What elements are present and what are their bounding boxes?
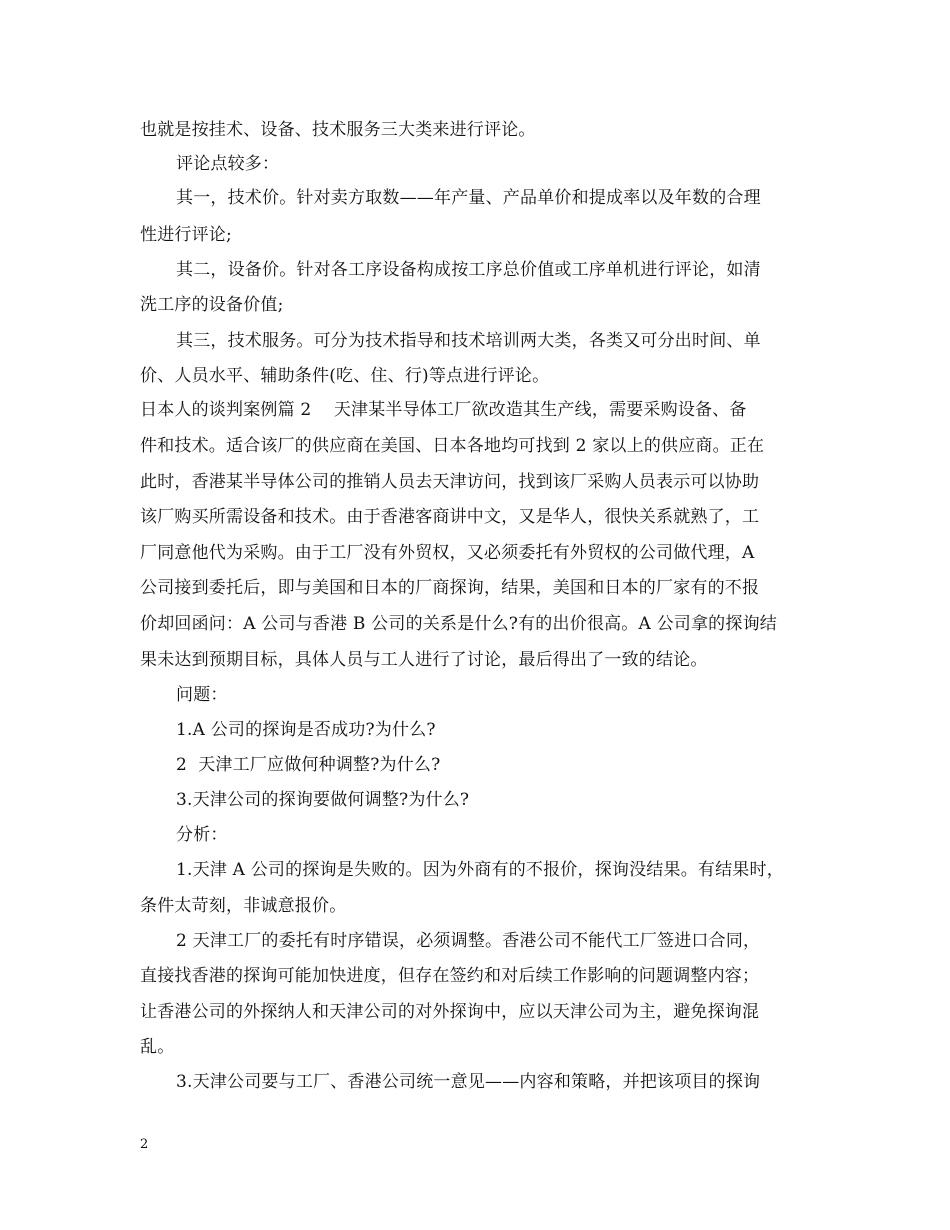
text-line: 分析：: [176, 825, 228, 845]
text-line: 价、人员水平、辅助条件(吃、住、行)等点进行评论。: [140, 366, 550, 386]
text-line: 问题：: [176, 685, 228, 705]
text-line: 其一，技术价。针对卖方取数——年产量、产品单价和提成率以及年数的合理: [176, 188, 761, 208]
text-line: 让香港公司的外探纳人和天津公司的对外探询中，应以天津公司为主，避免探询混: [140, 1002, 760, 1022]
text-line: 果未达到预期目标，具体人员与工人进行了讨论，最后得出了一致的结论。: [140, 650, 708, 670]
text-line: 直接找香港的探询可能加快进度，但存在签约和对后续工作影响的问题调整内容；: [140, 966, 760, 986]
text-line: 3.天津公司要与工厂、香港公司统一意见——内容和策略，并把该项目的探询: [176, 1072, 761, 1092]
text-line: 其二，设备价。针对各工序设备构成按工序总价值或工序单机进行评论，如清: [176, 260, 761, 280]
text-line: 乱。: [140, 1037, 175, 1057]
text-line: 日本人的谈判案例篇 2 天津某半导体工厂欲改造其生产线，需要采购设备、备: [140, 400, 747, 420]
text-line: 2 天津工厂的委托有时序错误，必须调整。香港公司不能代工厂签进口合同，: [176, 931, 761, 951]
text-line: 1.A 公司的探询是否成功?为什么?: [176, 720, 436, 740]
text-line: 1.天津 A 公司的探询是失败的。因为外商有的不报价，探询没结果。有结果时，: [176, 860, 784, 880]
page-number: 2: [140, 1137, 149, 1152]
text-line: 2 天津工厂应做何种调整?为什么?: [176, 755, 441, 775]
text-line: 该厂购买所需设备和技术。由于香港客商讲中文，又是华人，很快关系就熟了，工: [140, 507, 760, 527]
text-line: 3.天津公司的探询要做何调整?为什么?: [176, 790, 470, 810]
text-line: 洗工序的设备价值;: [140, 295, 284, 315]
text-line: 此时，香港某半导体公司的推销人员去天津访问，找到该厂采购人员表示可以协助: [140, 472, 760, 492]
text-line: 公司接到委托后，即与美国和日本的厂商探询，结果，美国和日本的厂家有的不报: [140, 578, 760, 598]
text-line: 评论点较多：: [176, 154, 280, 174]
text-line: 也就是按挂术、设备、技术服务三大类来进行评论。: [140, 120, 536, 140]
text-line: 条件太苛刻，非诚意报价。: [140, 896, 347, 916]
text-line: 件和技术。适合该厂的供应商在美国、日本各地均可找到 2 家以上的供应商。正在: [140, 436, 765, 456]
text-line: 价却回函问：A 公司与香港 B 公司的关系是什么?有的出价很高。A 公司拿的探询结: [140, 614, 777, 634]
text-line: 厂同意他代为采购。由于工厂没有外贸权，又必须委托有外贸权的公司做代理，A: [140, 543, 755, 563]
text-line: 性进行评论;: [140, 225, 232, 245]
text-line: 其三，技术服务。可分为技术指导和技术培训两大类，各类又可分出时间、单: [176, 331, 761, 351]
